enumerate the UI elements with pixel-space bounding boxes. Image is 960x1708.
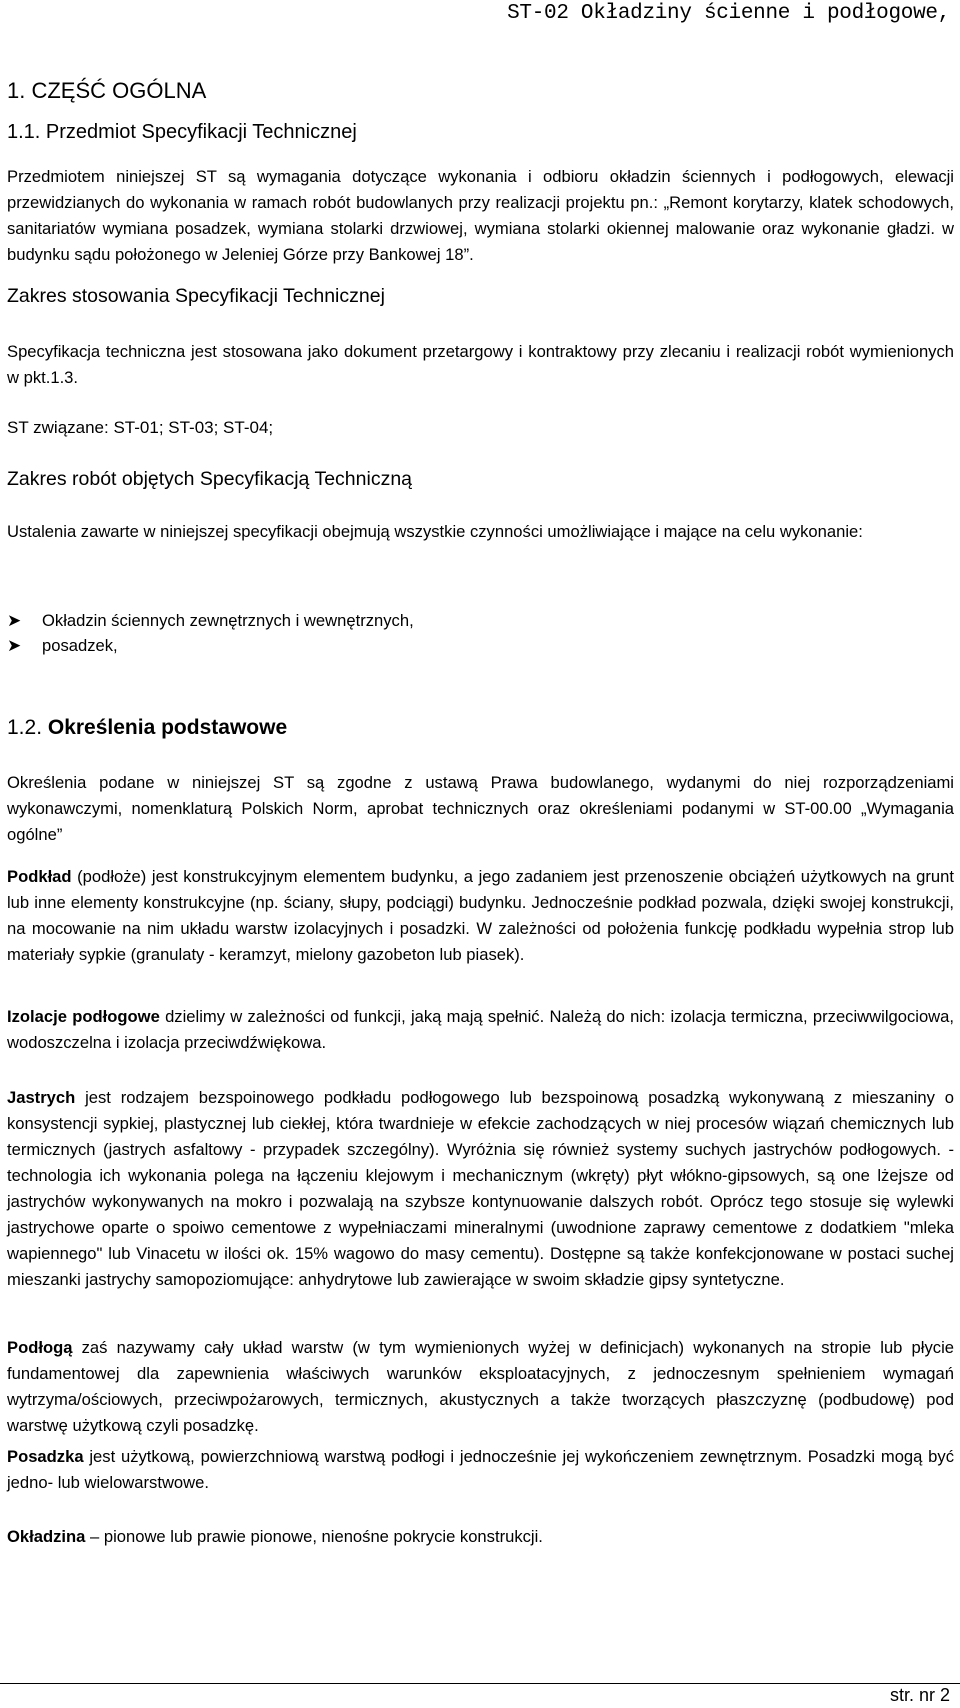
definition-text: (podłoże) jest konstrukcyjnym elementem budynku, a jego zadaniem jest przenoszenie obciążeń użytkowych na grunt lub inne elementy konstrukcyjne (np. ściany, słupy, podciągi) budynku. Jednocześnie podkład pozwala, dzięki swojej konstrukcji, na mocowanie na nim układu warstw izolacyjnych i posadzki. W zależności od położenia funkcję podkładu wypełnia strop lub materiały sypkie (granulaty - keramzyt, mielony gazobeton lub piasek).: [7, 867, 954, 964]
section-heading-1-2: [7, 716, 287, 740]
section-heading-1: 1. CZĘŚĆ OGÓLNA: [7, 78, 207, 103]
definition-izolacje: [7, 1004, 954, 1056]
definition-term: Podkład: [7, 867, 72, 886]
section-heading-1-1: 1.1. Przedmiot Specyfikacji Technicznej: [7, 121, 357, 143]
definition-posadzka: [7, 1444, 954, 1496]
scope-paragraph: Specyfikacja techniczna jest stosowana jako dokument przetargowy i kontraktowy przy zlecaniu i realizacji robót wymienionych w pkt.1.3.: [7, 342, 954, 387]
definition-text: zaś nazywamy cały układ warstw (w tym wymienionych wyżej w definicjach) wykonanych na stropie lub płycie fundamentowej dla zapewnienia właściwych warunków eksploatacyjnych, z jednoczesnym spełnieniem wymagań wytrzyma/ościowych, przeciwpożarowych, termicznych, akustycznych a także tworzących płaszczyznę (podbudowę) pod warstwę użytkową czyli posadzkę.: [7, 1338, 954, 1435]
works-scope-heading: Zakres robót objętych Specyfikacją Techniczną: [7, 468, 413, 490]
arrow-bullet-icon: ➤: [7, 636, 22, 655]
section-title: Określenia podstawowe: [47, 716, 288, 739]
works-scope-list: [7, 608, 414, 658]
list-item: [7, 608, 414, 633]
page-number: str. nr 2: [889, 1685, 950, 1705]
definition-text: jest rodzajem bezspoinowego podkładu podłogowego lub bezspoinową posadzką wykonywaną z mieszaniny o konsystencji sypkiej, plastycznej lub ciekłej, która twardnieje w efekcie zachodzących w niej procesów wiązań chemicznych lub termicznych (jastrych asfaltowy - przypadek szczególny). Wyróżnia się również systemy suchych jastrychów podłogowych. - technologia ich wykonania polega na łączeniu klejowym i mechanicznym (wkręty) płyt włókno-gipsowych, są one lżejsze od jastrychów wykonywanych na mokro i pozwalają na szybsze kontynuowanie dalszych robót. Oprócz tego stosuje się wylewki jastrychowe oparte o spoiwo cementowe z wypełniaczami mineralnymi (uwodnione zaprawy cementowe z dodatkiem "mleka wapiennego" lub Vinacetu w ilości ok. 15% wagowo do masy cementu). Dostępne są także konfekcjonowane w postaci suchej mieszanki jastrychy samopoziomujące: anhydrytowe lub zawierające w swoim składzie gipsy syntetyczne.: [7, 1088, 954, 1289]
definition-jastrych: [7, 1085, 954, 1293]
definition-term: Jastrych: [7, 1088, 76, 1107]
arrow-bullet-icon: ➤: [7, 611, 22, 630]
definition-text: dzielimy w zależności od funkcji, jaką mają spełnić. Należą do nich: izolacja termiczna, przeciwwilgociowa, wodoszczelna i izolacja przeciwdźwiękowa.: [7, 1007, 954, 1052]
definition-term: Izolacje podłogowe: [7, 1007, 160, 1026]
section-number: 1.2.: [7, 716, 48, 739]
list-item: [7, 633, 414, 658]
definition-podloga: [7, 1335, 954, 1439]
scope-heading: Zakres stosowania Specyfikacji Technicznej: [7, 285, 385, 307]
definition-term: Podłogą: [7, 1338, 73, 1357]
definitions-intro: Określenia podane w niniejszej ST są zgodne z ustawą Prawa budowlanego, wydanymi do niej rozporządzeniami wykonawczymi, nomenklaturą Polskich Norm, aprobat technicznych oraz określeniami podanymi w ST-00.00 „Wymagania ogólne”: [7, 773, 954, 844]
definition-term: Posadzka: [7, 1447, 84, 1466]
definition-podklad: [7, 864, 954, 968]
definition-text: jest użytkową, powierzchniową warstwą podłogi i jednocześnie jej wykończeniem zewnętrznym. Posadzki mogą być jedno- lub wielowarstwowe.: [7, 1447, 954, 1492]
definition-okladzina: [7, 1524, 954, 1550]
subject-paragraph: Przedmiotem niniejszej ST są wymagania dotyczące wykonania i odbioru okładzin ściennych i podłogowych, elewacji przewidzianych do wykonania w ramach robót budowlanych przy realizacji projektu pn.: „Remont korytarzy, klatek schodowych, sanitariatów wymiana posadzek, wymiana stolarki drzwiowej, wymiana stolarki okiennej malowanie oraz wykonanie gładzi. w budynku sądu położonego w Jeleniej Górze przy Bankowej 18”.: [7, 167, 954, 264]
works-scope-paragraph: Ustalenia zawarte w niniejszej specyfikacji obejmują wszystkie czynności umożliwiające i mające na celu wykonanie:: [7, 522, 863, 541]
definition-term: Okładzina: [7, 1527, 86, 1546]
list-item-text: posadzek,: [42, 636, 118, 655]
related-st-line: ST związane: ST-01; ST-03; ST-04;: [7, 418, 274, 437]
footer-divider: [0, 1683, 960, 1684]
definition-text: – pionowe lub prawie pionowe, nienośne pokrycie konstrukcji.: [85, 1527, 543, 1546]
running-header: ST-02 Okładziny ścienne i podłogowe,: [507, 2, 950, 25]
list-item-text: Okładzin ściennych zewnętrznych i wewnętrznych,: [42, 611, 414, 630]
